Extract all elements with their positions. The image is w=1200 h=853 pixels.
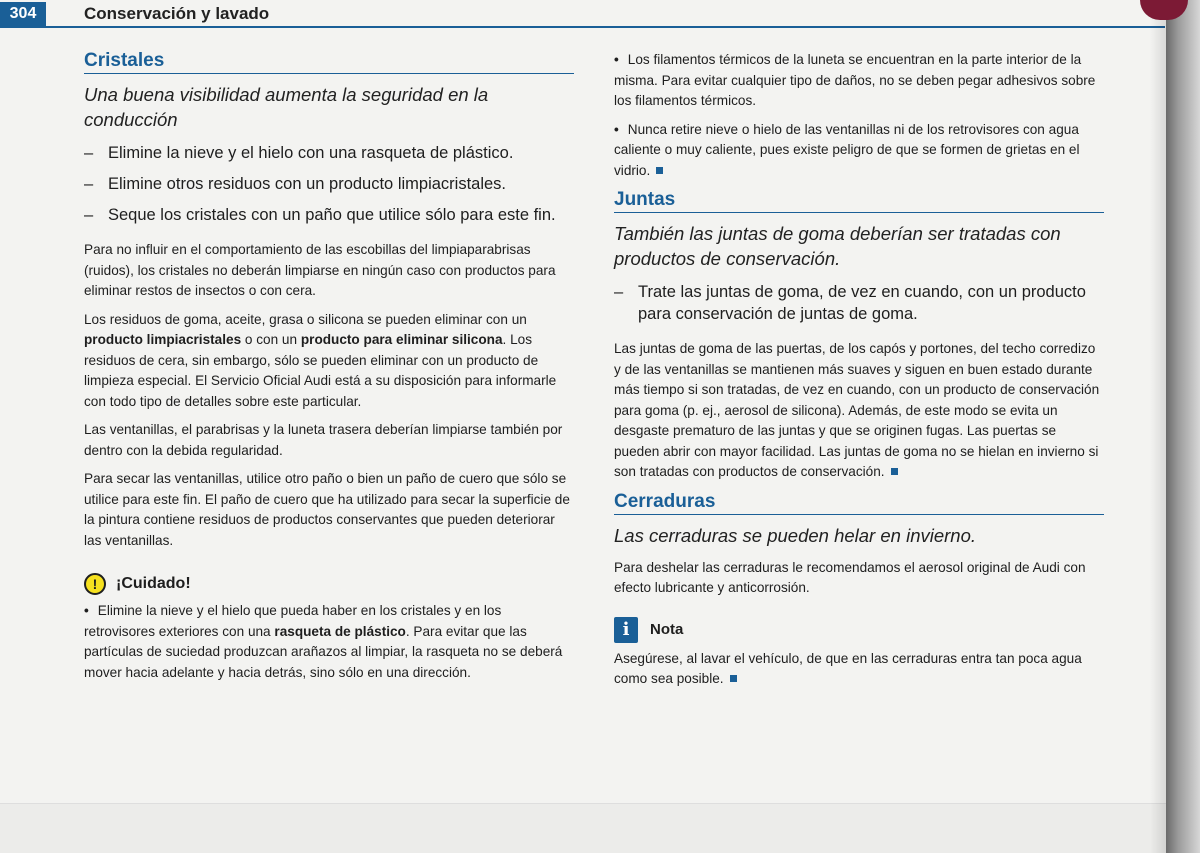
- section-title-cristales: Cristales: [84, 50, 574, 74]
- caution-text-a: Elimine la nieve y el hielo que pueda haber en los cristales y en los retrovisores exteriores con una: [84, 603, 502, 639]
- step-item: – Elimine la nieve y el hielo con una rasqueta de plástico.: [84, 142, 574, 164]
- caution-title: ¡Cuidado!: [116, 575, 191, 592]
- section-title-juntas: Juntas: [614, 189, 1104, 213]
- paragraph-juntas: [614, 339, 1104, 483]
- steps-list-juntas: [614, 281, 1104, 325]
- note-text-body: Asegúrese, al lavar el vehículo, de que en las cerraduras entra tan poca agua como sea posible.: [614, 650, 1082, 686]
- section-lead-cerraduras: Las cerraduras se pueden helar en invierno.: [614, 524, 977, 546]
- caution-text-c: . Para evitar que las partículas de suciedad produzcan arañazos al limpiar, la rasqueta no se deberá mover hacia adelante y hacia detrás, sino sólo en una dirección.: [84, 623, 563, 680]
- paragraph-residuos-bold-b: producto para eliminar silicona: [300, 332, 503, 347]
- paragraph-residuos-text-a: Los residuos de goma, aceite, grasa o silicona se pueden eliminar con un: [84, 311, 527, 327]
- bullet-nieve: [614, 120, 1104, 182]
- bullet-icon: •: [614, 52, 619, 67]
- paragraph-residuos-text-c: . Los residuos de cera, sin embargo, sólo se pueden eliminar con un producto de limpieza especial. El Servicio Oficial Audi está a su disposición para informarle con todo tipo de detalles sobre este particular.: [84, 332, 557, 409]
- caution-header: [84, 573, 574, 595]
- paragraph-residuos-text-b: o con un: [241, 332, 301, 347]
- page-edge-strip: [1166, 0, 1200, 853]
- caution-text: [84, 601, 574, 683]
- caution-text-bold: rasqueta de plástico: [274, 623, 406, 639]
- paragraph-cerraduras: Para deshelar las cerraduras le recomendamos el aerosol original de Audi con efecto lubricante y anticorrosión.: [614, 559, 1086, 595]
- step-item: – Elimine otros residuos con un producto limpiacristales.: [84, 173, 574, 195]
- end-of-section-icon: [891, 468, 898, 475]
- bullet-filamentos: [614, 50, 1104, 112]
- info-icon: i: [614, 617, 638, 643]
- paragraph-residuos: [84, 310, 574, 413]
- section-lead-cristales: Una buena visibilidad aumenta la seguridad en la conducción: [84, 84, 489, 130]
- left-column: [84, 50, 574, 691]
- end-of-section-icon: [656, 167, 663, 174]
- section-title-cerraduras: Cerraduras: [614, 491, 1104, 515]
- bullet-icon: •: [614, 121, 619, 137]
- bullet-filamentos-text: Los filamentos térmicos de la luneta se encuentran en la parte interior de la misma. Para evitar cualquier tipo de daños, no se deben pegar adhesivos sobre los filamentos térmicos.: [614, 52, 1096, 108]
- paragraph-juntas-text: Las juntas de goma de las puertas, de los capós y portones, del techo corredizo y de las ventanillas se mantienen más suaves y siguen en buen estado durante más tiempo si son tratadas, de vez en cuando, con un producto de conservación para goma (p. ej., aerosol de silicona). Además, de este modo se evita un desgaste prematuro de las juntas y que se originen fugas. Las puertas se pueden abrir con mayor facilidad. Las juntas de goma no se hielan en invierno si son tratadas con productos de conservación.: [614, 341, 1100, 479]
- note-title: Nota: [650, 621, 684, 638]
- note-header: [614, 617, 1104, 643]
- warning-icon: !: [84, 573, 106, 595]
- bottom-margin-band: [0, 803, 1166, 853]
- bullet-icon: •: [84, 603, 89, 618]
- section-lead-juntas: También las juntas de goma deberían ser tratadas con productos de conservación.: [614, 223, 1061, 269]
- page-number: 304: [0, 2, 46, 26]
- step-item: – Trate las juntas de goma, de vez en cuando, con un producto para conservación de juntas de goma.: [614, 281, 1104, 325]
- steps-list-cristales: [84, 142, 574, 226]
- paragraph-ventanillas: Las ventanillas, el parabrisas y la luneta trasera deberían limpiarse también por dentro con la debida regularidad.: [84, 422, 563, 458]
- paragraph-residuos-bold-a: producto limpiacristales: [84, 332, 242, 347]
- bullet-nieve-text: Nunca retire nieve o hielo de las ventanillas ni de los retrovisores con agua caliente o muy caliente, pues existe peligro de que se formen de grietas en el vidrio.: [614, 121, 1080, 178]
- paragraph-escobillas: Para no influir en el comportamiento de las escobillas del limpiaparabrisas (ruidos), los cristales no deberán limpiarse en ningún caso con productos para eliminar restos de insectos o con cera.: [84, 242, 556, 298]
- note-text: [614, 649, 1104, 690]
- chapter-title: Conservación y lavado: [84, 4, 270, 23]
- right-column: [614, 50, 1104, 698]
- step-item: – Seque los cristales con un paño que utilice sólo para este fin.: [84, 204, 574, 226]
- paragraph-secar: Para secar las ventanillas, utilice otro paño o bien un paño de cuero que sólo se utilice para este fin. El paño de cuero que ha utilizado para secar la superficie de la pintura contiene residuos de productos conservantes que pueden deteriorar las ventanillas.: [84, 471, 570, 548]
- end-of-section-icon: [730, 675, 737, 682]
- header-rule: [0, 26, 1165, 28]
